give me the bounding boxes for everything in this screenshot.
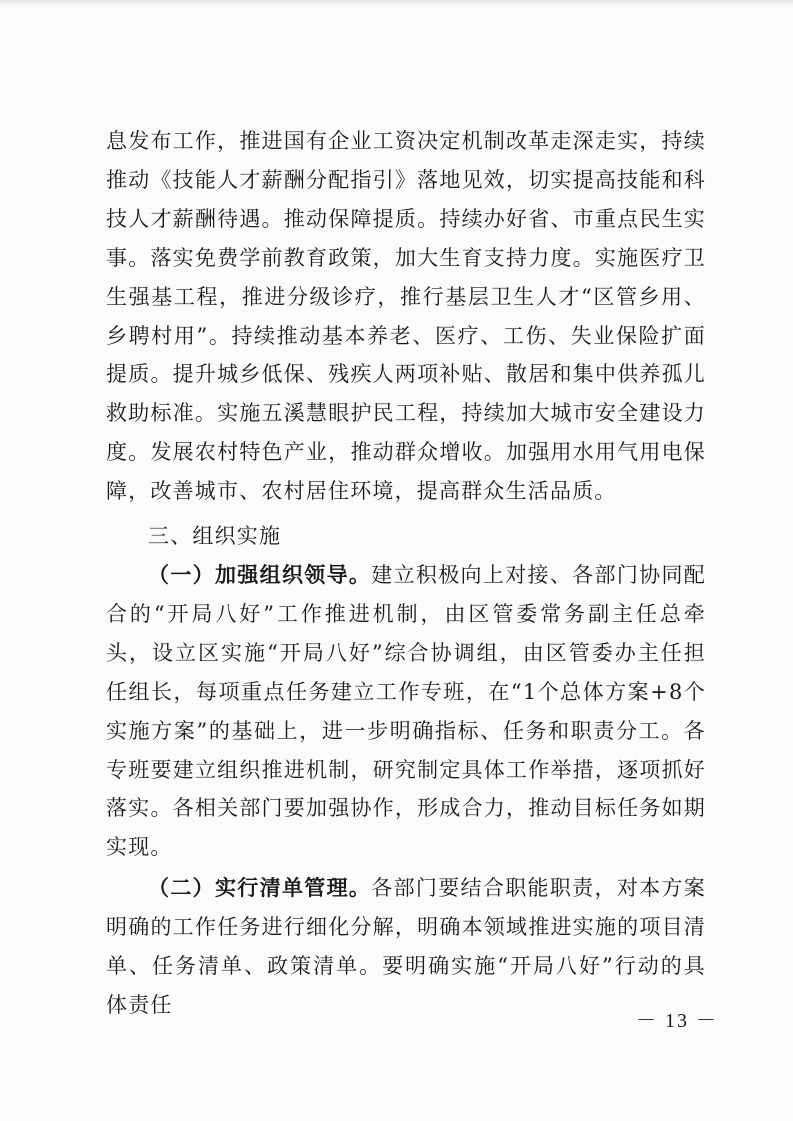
section-title: 三、组织实施	[148, 524, 282, 549]
page-number: － 13 －	[636, 1010, 718, 1032]
item-1-heading: （一）加强组织领导。	[148, 562, 372, 587]
item-2-paragraph	[106, 869, 706, 1025]
item-1-body: 建立积极向上对接、各部门协同配合的“开局八好”工作推进机制，由区管委常务副主任总牵头，设立区实施“开局八好”综合协调组，由区管委办主任担任组长，每项重点任务建立工作专班，在“1个总体方案+8个实施方案”的基础上，进一步明确指标、任务和职责分工。各专班要建立组织推进机制，研究制定具体工作举措，逐项抓好落实。各相关部门要加强协作，形成合力，推动目标任务如期实现。	[106, 562, 706, 860]
scan-edge	[0, 0, 793, 6]
document-body	[106, 122, 706, 1025]
item-2-heading: （二）实行清单管理。	[148, 876, 372, 901]
item-1-paragraph	[106, 556, 706, 867]
paragraph-continued: 息发布工作，推进国有企业工资决定机制改革走深走实，持续推动《技能人才薪酬分配指引》落地见效，切实提高技能和科技人才薪酬待遇。推动保障提质。持续办好省、市重点民生实事。落实免费学前教育政策，加大生育支持力度。实施医疗卫生强基工程，推进分级诊疗，推行基层卫生人才“区管乡用、乡聘村用”。持续推动基本养老、医疗、工伤、失业保险扩面提质。提升城乡低保、残疾人两项补贴、散居和集中供养孤儿救助标准。实施五溪慧眼护民工程，持续加大城市安全建设力度。发展农村特色产业，推动群众增收。加强用水用气用电保障，改善城市、农村居住环境，提高群众生活品质。	[106, 129, 706, 504]
item-2-body: 各部门要结合职能职责，对本方案明确的工作任务进行细化分解，明确本领域推进实施的项目清单、任务清单、政策清单。要明确实施“开局八好”行动的具体责任	[106, 876, 706, 1017]
